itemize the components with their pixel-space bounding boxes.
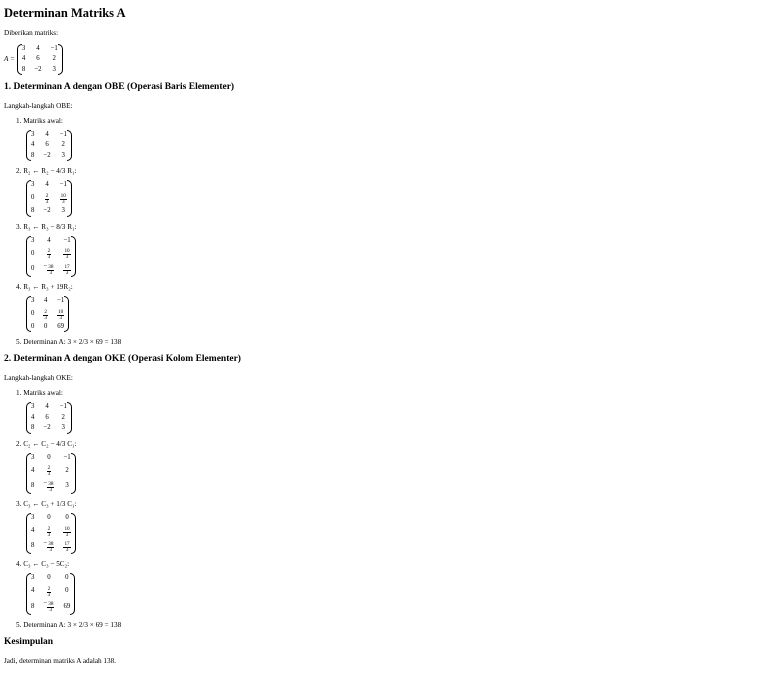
step — [16, 389, 764, 433]
matrix — [26, 130, 72, 161]
step — [16, 500, 764, 554]
conclusion-text: Jadi, determinan matriks A adalah 138. — [4, 656, 116, 665]
matrix-cell: 3 — [31, 181, 35, 189]
page-title: Determinan Matriks A — [4, 6, 126, 20]
matrix-cell: 4 — [21, 55, 26, 63]
matrix-cell: 3 — [65, 482, 69, 490]
matrix-cell: 4 — [47, 236, 51, 244]
matrix-cell: 4 — [45, 130, 49, 138]
matrix-cell: 3 — [31, 297, 35, 305]
section-oke-subheading: Langkah-langkah OKE: — [4, 374, 73, 383]
matrix-cell: −1 — [50, 44, 58, 52]
matrix-cell: 0 — [31, 310, 35, 318]
step-label: 5. Determinan A: 3 × 2/3 × 69 = 138 — [16, 620, 122, 629]
matrix-cell: −2 — [43, 424, 51, 432]
matrix-cell: 0 — [65, 574, 69, 582]
step — [16, 338, 764, 347]
matrix-cell: − $\frac{38}{3}$ — [43, 479, 54, 493]
matrix-cell: 4 — [31, 587, 35, 595]
matrix-cell: 8 — [31, 207, 35, 215]
matrix — [26, 236, 76, 277]
matrix-cell: 4 — [31, 527, 35, 535]
matrix-cell: 8 — [31, 424, 35, 432]
matrix-cell: $\frac{2}{3}$ — [44, 308, 47, 321]
matrix-cell: 3 — [61, 151, 65, 159]
matrix — [26, 296, 69, 332]
matrix-cell: 3 — [31, 514, 35, 522]
matrix-cell: −1 — [63, 453, 71, 461]
matrix-cell: $\frac{2}{3}$ — [45, 192, 49, 206]
section-oke-heading: 2. Determinan A dengan OKE (Operasi Kolom Elementer) — [4, 354, 241, 365]
matrix-cell: −2 — [34, 65, 42, 73]
matrix-cell: −2 — [43, 151, 51, 159]
step-label: 5. Determinan A: 3 × 2/3 × 69 = 138 — [16, 338, 122, 347]
given-lhs: A = — [4, 54, 15, 63]
matrix-cell: $\frac{17}{3}$ — [64, 263, 70, 276]
matrix-cell: 0 — [47, 453, 51, 461]
matrix-cell: $\frac{10}{3}$ — [64, 248, 70, 261]
matrix-cell: − $\frac{38}{3}$ — [43, 262, 54, 276]
matrix-cell: 4 — [31, 466, 35, 474]
step-label: 4. R₃ ← R₃ + 19R₂: — [16, 283, 73, 292]
matrix-cell: 0 — [65, 514, 69, 522]
matrix-cell: 2 — [61, 141, 65, 149]
matrix-cell: 3 — [31, 453, 35, 461]
matrix-cell: −1 — [59, 403, 67, 411]
step-label: 3. C₃ ← C₃ + 1/3 C₁: — [16, 500, 77, 509]
matrix-cell: 6 — [36, 55, 40, 63]
step — [16, 560, 764, 614]
matrix-cell: 0 — [31, 265, 35, 273]
matrix-cell: 4 — [45, 403, 49, 411]
section-obe-heading: 1. Determinan A dengan OBE (Operasi Baris Elementer) — [4, 82, 235, 93]
matrix-cell: 69 — [63, 602, 71, 610]
matrix-cell: − $\frac{38}{3}$ — [43, 539, 54, 554]
matrix-cell: $\frac{10}{3}$ — [58, 308, 64, 321]
matrix — [26, 180, 72, 216]
matrix-cell: 4 — [31, 413, 35, 421]
matrix-cell: 2 — [52, 55, 56, 63]
step — [16, 223, 764, 277]
matrix-cell: 6 — [45, 141, 49, 149]
step-label: 3. R₃ ← R₃ − 8/3 R₁: — [16, 222, 77, 231]
matrix-cell: 69 — [57, 322, 65, 330]
matrix-cell: $\frac{17}{3}$ — [64, 540, 70, 554]
section-obe-subheading: Langkah-langkah OBE: — [4, 101, 73, 110]
step — [16, 440, 764, 494]
matrix — [26, 402, 72, 433]
matrix-cell: 4 — [45, 181, 49, 189]
matrix-cell: 4 — [31, 141, 35, 149]
intro-text: Diberikan matriks: — [4, 28, 59, 37]
matrix — [26, 513, 76, 554]
matrix-cell: − $\frac{38}{3}$ — [43, 600, 54, 614]
matrix-cell: −2 — [43, 207, 51, 215]
matrix-cell: 3 — [61, 207, 65, 215]
step-label: 1. Matriks awal: — [16, 389, 63, 398]
matrix-cell: 4 — [36, 44, 40, 52]
matrix-cell: 3 — [21, 44, 26, 52]
step-label: 4. C₃ ← C₃ − 5C₂: — [16, 560, 70, 569]
matrix-cell: 0 — [47, 574, 51, 582]
matrix-cell: 0 — [47, 514, 51, 522]
matrix-cell: 3 — [61, 424, 65, 432]
oke-steps — [4, 389, 764, 629]
matrix-cell: $\frac{10}{3}$ — [64, 525, 70, 538]
step-label: 1. Matriks awal: — [16, 116, 63, 125]
matrix-cell: −1 — [59, 130, 67, 138]
matrix-cell: 8 — [21, 65, 26, 73]
step — [16, 283, 764, 332]
matrix-cell: 0 — [65, 587, 69, 595]
matrix-cell: $\frac{2}{3}$ — [47, 585, 51, 599]
matrix-cell: 0 — [31, 249, 35, 257]
matrix-cell: 8 — [31, 151, 35, 159]
step-label: 2. R₂ ← R₂ − 4/3 R₁: — [16, 167, 77, 176]
step — [16, 117, 764, 161]
matrix-cell: −1 — [63, 236, 71, 244]
obe-steps — [4, 117, 764, 348]
step — [16, 621, 764, 630]
matrix-cell: 8 — [31, 482, 35, 490]
matrix-cell: 3 — [31, 236, 35, 244]
matrix-cell: −1 — [57, 297, 65, 305]
matrix — [26, 453, 76, 494]
matrix-cell: 0 — [44, 322, 48, 330]
step — [16, 167, 764, 216]
matrix-cell: 0 — [31, 322, 35, 330]
matrix-cell: 2 — [65, 466, 69, 474]
matrix-cell: 2 — [61, 413, 65, 421]
matrix-cell: $\frac{2}{3}$ — [47, 525, 51, 538]
matrix-cell: 0 — [31, 194, 35, 202]
matrix-cell: 6 — [45, 413, 49, 421]
matrix-cell: 3 — [52, 65, 56, 73]
matrix-cell: $\frac{10}{3}$ — [60, 192, 66, 206]
matrix — [26, 573, 75, 614]
conclusion-heading: Kesimpulan — [4, 636, 54, 647]
step-label: 2. C₂ ← C₂ − 4/3 C₁: — [16, 439, 77, 448]
matrix-cell: 4 — [44, 297, 48, 305]
matrix — [17, 44, 63, 75]
matrix-cell: 8 — [31, 542, 35, 550]
matrix-cell: 8 — [31, 602, 35, 610]
matrix-cell: 3 — [31, 403, 35, 411]
matrix-cell: $\frac{2}{3}$ — [47, 248, 51, 261]
given-matrix-block — [4, 44, 764, 75]
matrix-cell: 3 — [31, 574, 35, 582]
matrix-cell: 3 — [31, 130, 35, 138]
matrix-cell: −1 — [59, 181, 67, 189]
matrix-cell: $\frac{2}{3}$ — [47, 465, 51, 478]
